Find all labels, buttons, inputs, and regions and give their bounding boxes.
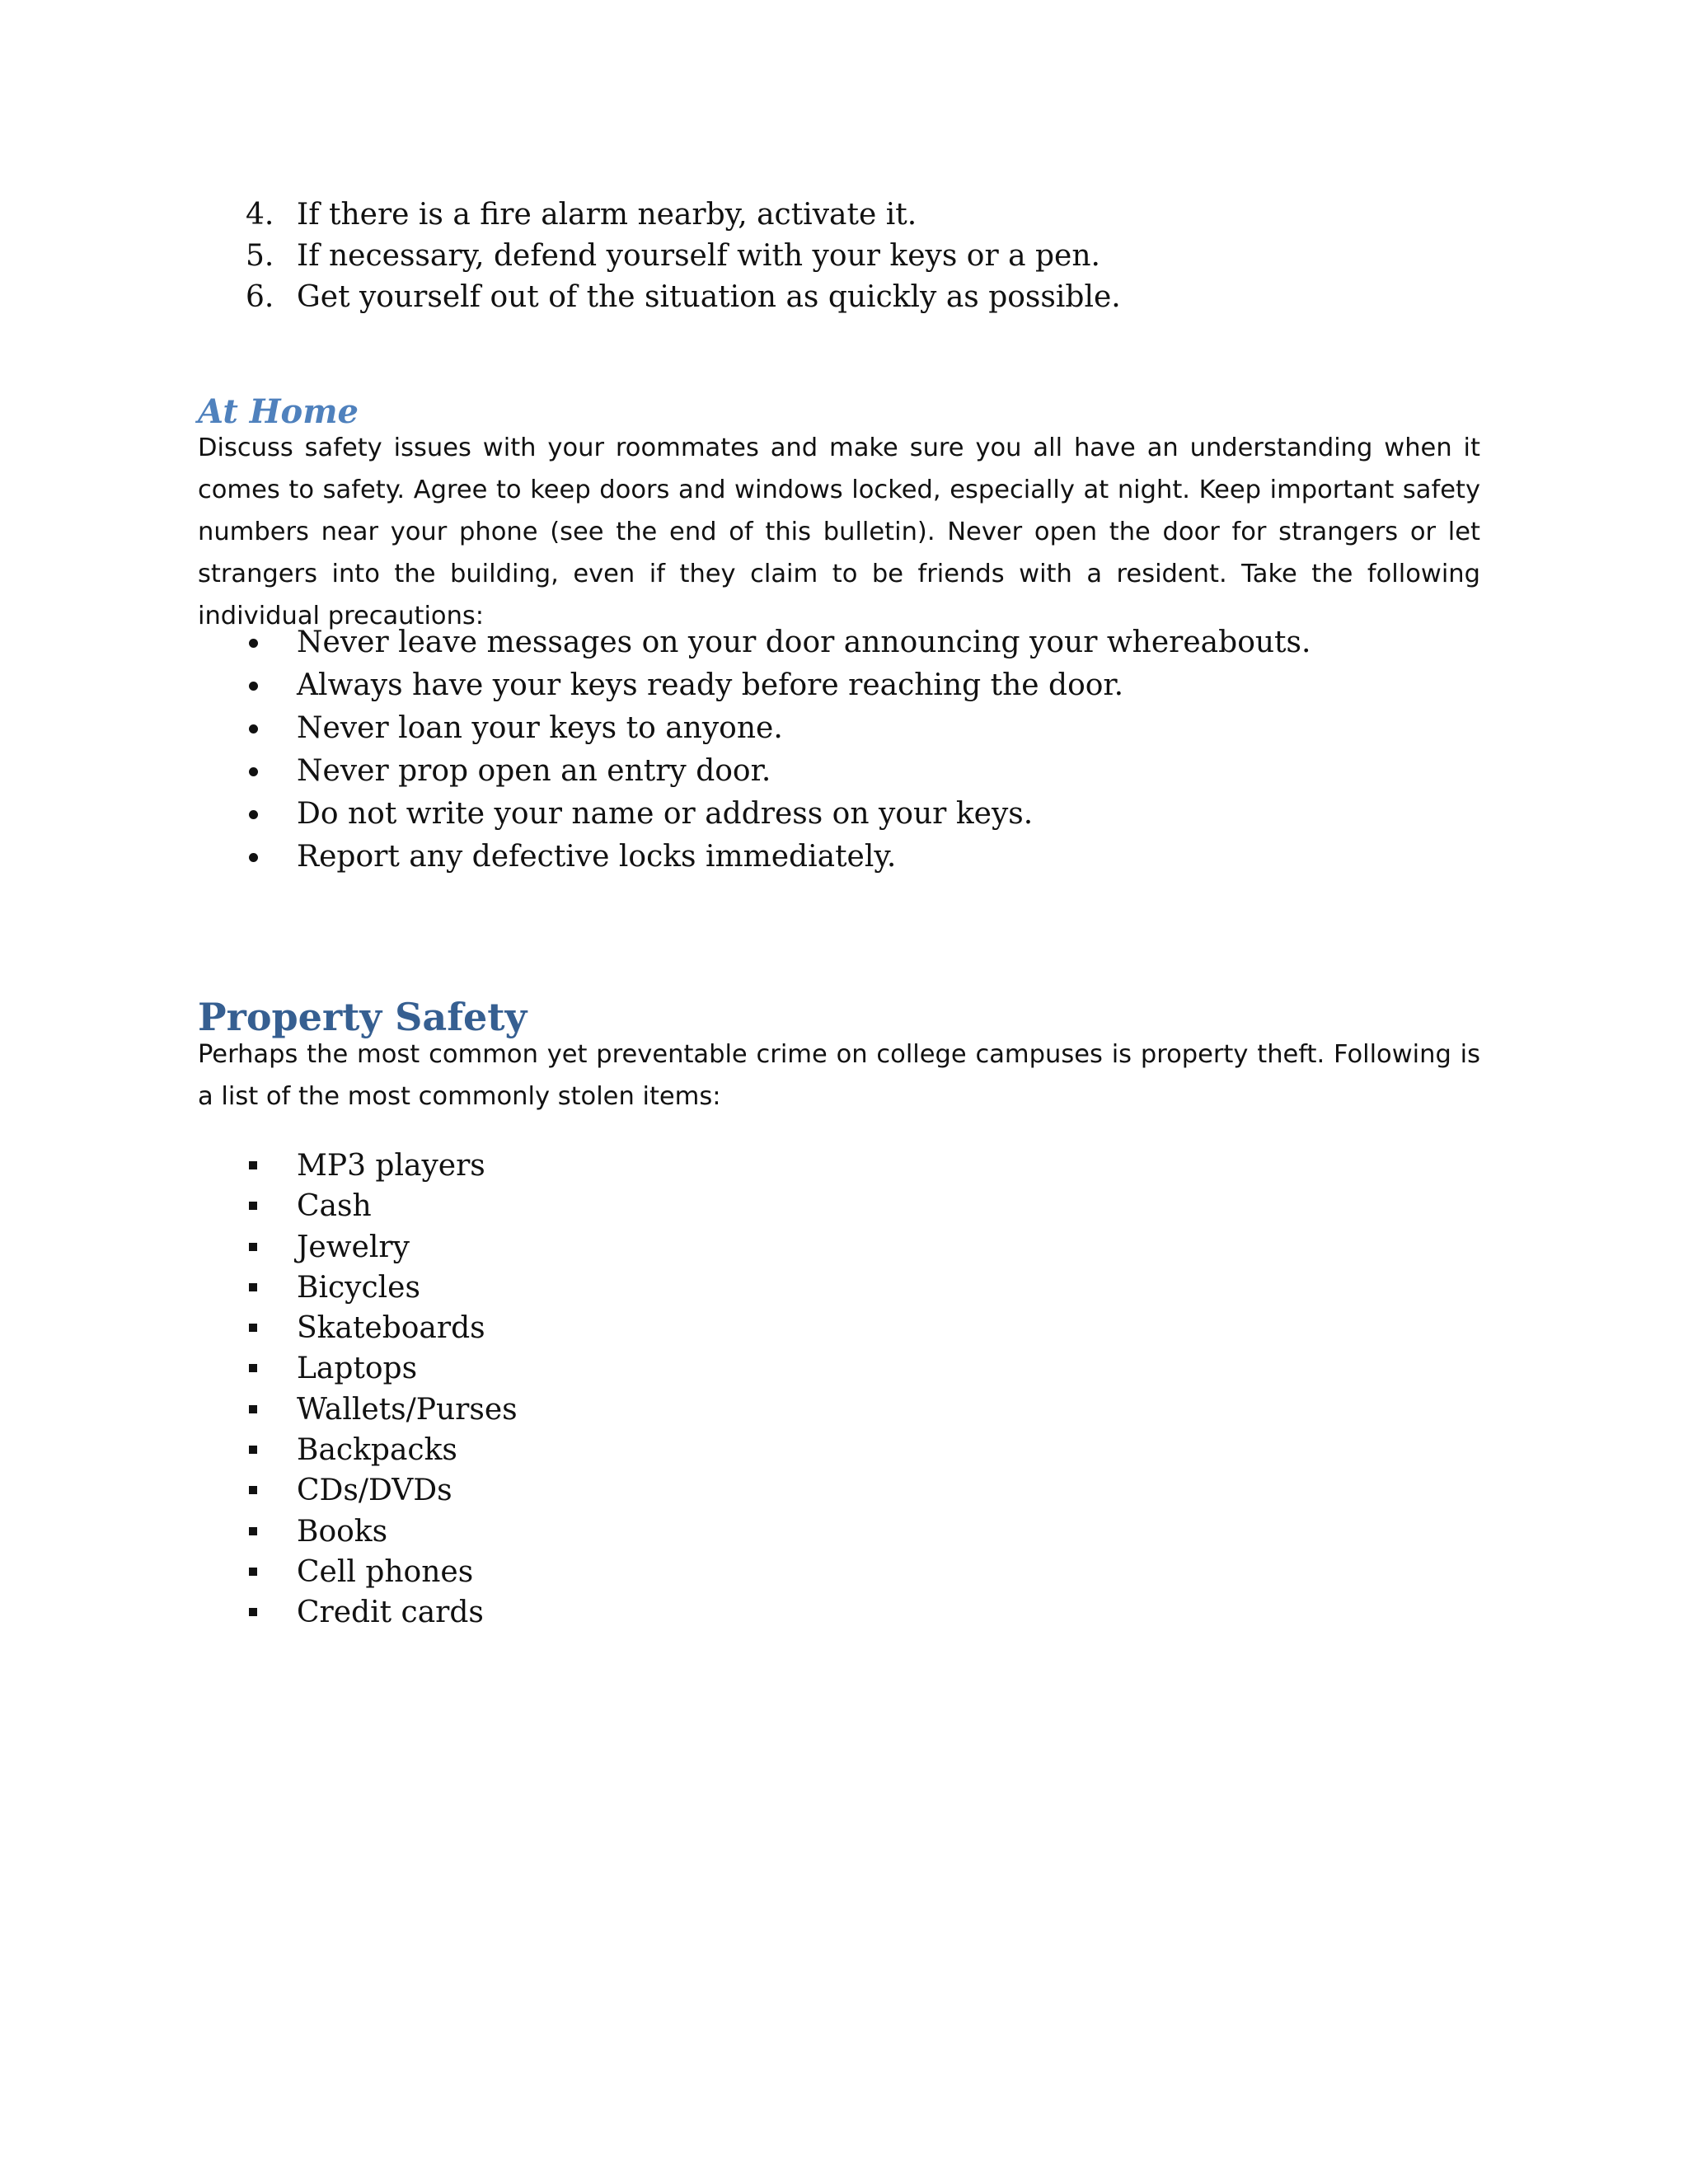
- stolen-item-text: Skateboards: [297, 1311, 485, 1346]
- stolen-item-text: Cash: [297, 1189, 372, 1224]
- list-item: [196, 277, 1482, 318]
- list-item: [196, 1592, 1482, 1633]
- list-item: [196, 1308, 1482, 1348]
- home-precautions-list: [196, 621, 1482, 879]
- stolen-item-text: Bicycles: [297, 1270, 420, 1305]
- list-item: [196, 793, 1482, 836]
- list-item: [196, 1552, 1482, 1592]
- numbered-steps-list: [196, 194, 1482, 318]
- stolen-item-text: Backpacks: [297, 1433, 457, 1468]
- bullet-square-icon: [249, 1324, 257, 1332]
- step-number: 5.: [246, 239, 274, 273]
- list-item: [196, 1348, 1482, 1389]
- bullet-square-icon: [249, 1364, 257, 1372]
- bullet-dot-icon: [249, 810, 258, 819]
- bullet-dot-icon: [249, 853, 258, 862]
- property-safety-heading: Property Safety: [198, 995, 528, 1039]
- precaution-text: Report any defective locks immediately.: [297, 840, 897, 874]
- list-item: [196, 707, 1482, 750]
- step-text: Get yourself out of the situation as quickly as possible.: [297, 280, 1121, 314]
- at-home-heading: At Home: [198, 392, 359, 431]
- precaution-text: Never prop open an entry door.: [297, 754, 771, 788]
- bullet-square-icon: [249, 1202, 257, 1210]
- list-item: [196, 664, 1482, 707]
- precaution-text: Never leave messages on your door announcing your whereabouts.: [297, 626, 1311, 659]
- list-item: [196, 1186, 1482, 1226]
- bullet-dot-icon: [249, 767, 258, 776]
- list-item: [196, 836, 1482, 879]
- list-item: [196, 621, 1482, 664]
- bullet-square-icon: [249, 1243, 257, 1251]
- stolen-items-list: [196, 1146, 1482, 1633]
- list-item: [196, 750, 1482, 793]
- bullet-square-icon: [249, 1568, 257, 1576]
- stolen-item-text: Jewelry: [297, 1230, 410, 1264]
- list-item: [196, 236, 1482, 277]
- step-number: 4.: [246, 198, 274, 232]
- list-item: [196, 1511, 1482, 1552]
- stolen-item-text: MP3 players: [297, 1149, 485, 1183]
- at-home-paragraph: Discuss safety issues with your roommates and make sure you all have an understanding when it comes to safety. Agree to keep doors and windows locked, especially at night. Keep important safety numbers near your phone (see the end of this bulletin). Never open the door for strangers or let strangers into the building, even if they claim to be friends with a resident. Take the following individual precautions:: [198, 434, 1480, 630]
- precaution-text: Always have your keys ready before reaching the door.: [297, 668, 1124, 702]
- bullet-square-icon: [249, 1446, 257, 1454]
- stolen-item-text: Laptops: [297, 1352, 418, 1386]
- stolen-item-text: Wallets/Purses: [297, 1392, 518, 1427]
- bullet-square-icon: [249, 1283, 257, 1291]
- bullet-square-icon: [249, 1486, 257, 1494]
- bullet-dot-icon: [249, 724, 258, 733]
- stolen-item-text: Credit cards: [297, 1596, 484, 1630]
- stolen-item-text: CDs/DVDs: [297, 1474, 452, 1508]
- bullet-square-icon: [249, 1161, 257, 1169]
- bullet-square-icon: [249, 1608, 257, 1616]
- bullet-dot-icon: [249, 682, 258, 691]
- property-safety-paragraph: Perhaps the most common yet preventable crime on college campuses is property theft. Following is a list of the most commonly stolen items:: [198, 1040, 1480, 1111]
- stolen-item-text: Books: [297, 1514, 388, 1549]
- bullet-square-icon: [249, 1405, 257, 1413]
- list-item: [196, 1268, 1482, 1308]
- step-text: If there is a fire alarm nearby, activate it.: [297, 198, 917, 232]
- list-item: [196, 1470, 1482, 1511]
- list-item: [196, 1146, 1482, 1186]
- step-text: If necessary, defend yourself with your keys or a pen.: [297, 239, 1100, 273]
- list-item: [196, 194, 1482, 236]
- stolen-item-text: Cell phones: [297, 1554, 474, 1589]
- list-item: [196, 1390, 1482, 1430]
- precaution-text: Do not write your name or address on your keys.: [297, 797, 1034, 831]
- bullet-square-icon: [249, 1527, 257, 1535]
- bullet-dot-icon: [249, 639, 258, 648]
- list-item: [196, 1227, 1482, 1268]
- list-item: [196, 1430, 1482, 1470]
- precaution-text: Never loan your keys to anyone.: [297, 711, 783, 745]
- step-number: 6.: [246, 280, 274, 314]
